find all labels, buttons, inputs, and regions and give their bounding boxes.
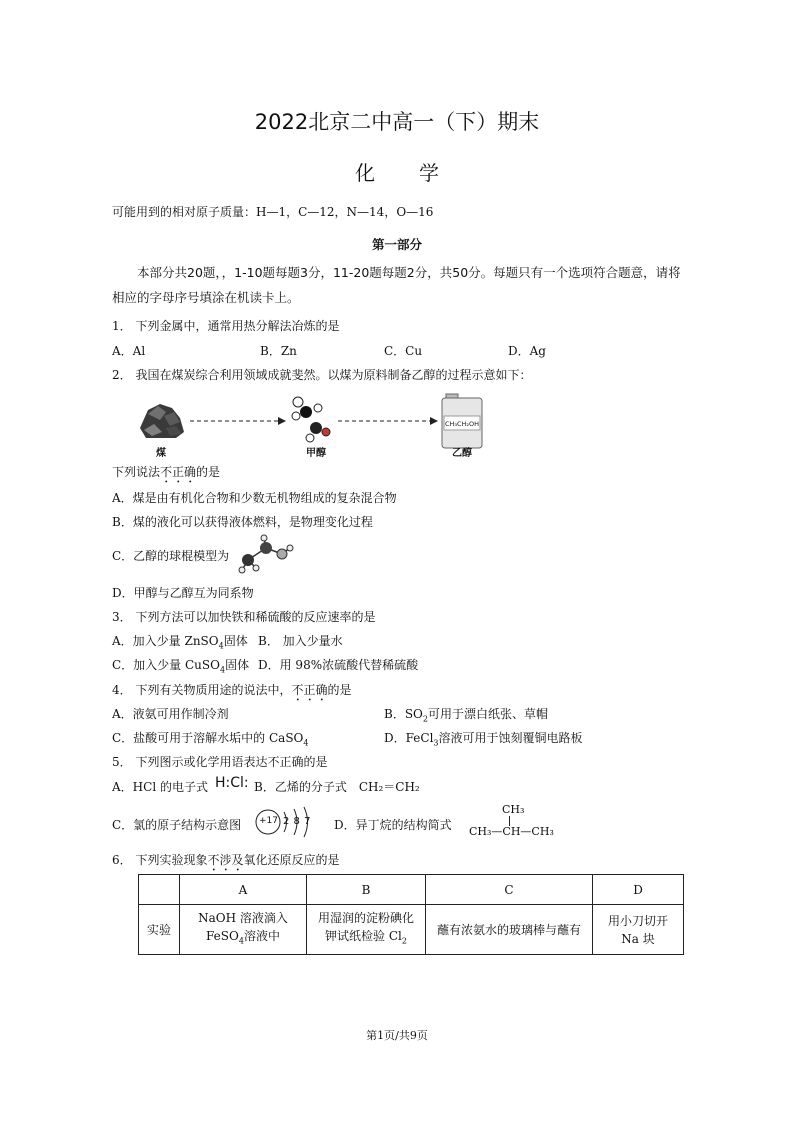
- coal-label: 煤: [156, 448, 166, 459]
- table-header-cell: [139, 875, 180, 905]
- q5-option-d: D．异丁烷的结构简式: [334, 818, 452, 832]
- section-title: 第一部分: [371, 237, 422, 252]
- q2-stem: 2． 我国在煤炭综合利用领域成就斐然。以煤为原料制备乙醇的过程示意如下：: [112, 368, 532, 382]
- q2-option-b: B．煤的液化可以获得液体燃料，是物理变化过程: [112, 515, 373, 529]
- nucleus-charge: +17: [259, 816, 278, 826]
- exam-title: 2022北京二中高一（下）期末: [254, 110, 540, 134]
- table-row-label: 实验: [139, 905, 180, 955]
- table-cell-d: 用小刀切开 Na 块: [593, 905, 684, 955]
- table-cell-b: 用湿润的淀粉碘化 钾试纸检验 $Cl_2$: [307, 905, 426, 955]
- table-row: [139, 905, 684, 955]
- q6-experiment-table: [138, 874, 684, 955]
- q1-option-b: B．Zn: [260, 344, 297, 358]
- q2-option-a: A．煤是由有机化合物和少数无机物组成的复杂混合物: [112, 491, 397, 505]
- methanol-label: 甲醇: [306, 448, 326, 459]
- q2-option-c: C．乙醇的球棍模型为: [112, 549, 230, 563]
- table-header-cell: B: [307, 875, 426, 905]
- coal-pile-icon: [140, 404, 184, 438]
- q3-option-c: C．加入少量 CuSO$_4$固体: [112, 658, 250, 675]
- q4-option-c: C．盐酸可用于溶解水垢中的 CaSO$_4$: [112, 731, 309, 748]
- q4-option-a: A．液氨可用作制冷剂: [112, 707, 229, 721]
- table-header-cell: D: [593, 875, 684, 905]
- methanol-model-icon: [292, 397, 330, 442]
- q2-option-d: D．甲醇与乙醇互为同系物: [112, 586, 254, 600]
- q4-option-b: B．$SO_2$可用于漂白纸张、草帽: [384, 707, 548, 724]
- table-cell-c: 蘸有浓氨水的玻璃棒与蘸有: [426, 905, 593, 955]
- q3-option-b: B． 加入少量水: [258, 634, 343, 648]
- q5-stem: 5． 下列图示或化学用语表达不正确的是: [112, 755, 328, 769]
- q3-stem: 3． 下列方法可以加快铁和稀硫酸的反应速率的是: [112, 610, 376, 624]
- table-header-row: [139, 875, 684, 905]
- q3-option-a: A．加入少量 ZnSO$_4$固体: [112, 634, 248, 651]
- q4-stem: 4． 下列有关物质用途的说法中，不正确的是: [112, 683, 352, 697]
- q6-stem: 6． 下列实验现象不涉及氧化还原反应的是: [112, 853, 340, 867]
- q1-option-c: C．Cu: [384, 344, 423, 358]
- q5-option-b: B．乙烯的分子式 CH₂＝CH₂: [254, 780, 420, 794]
- isobutane-chain: CH₃—CH—CH₃: [469, 825, 554, 838]
- isobutane-top-methyl: CH₃: [502, 803, 525, 816]
- electron-shells: 2 8 7: [283, 816, 311, 827]
- bottle-label: CH₃CH₂OH: [444, 420, 480, 428]
- q1-stem: 1． 下列金属中，通常用热分解法冶炼的是: [112, 319, 340, 333]
- table-cell-a: NaOH 溶液滴入 FeSO$_4$溶液中: [180, 905, 307, 955]
- page-footer: 第1页/共9页: [366, 1029, 428, 1042]
- q1-option-a: A．Al: [112, 344, 146, 358]
- q2-prompt: 下列说法不正确的是: [112, 465, 221, 479]
- ethanol-label: 乙醇: [452, 448, 472, 459]
- q3-option-d: D．用 98%浓硫酸代替稀硫酸: [258, 658, 419, 672]
- hcl-electron-formula: H:Cl:: [215, 775, 249, 791]
- table-header-cell: C: [426, 875, 593, 905]
- table-header-cell: A: [180, 875, 307, 905]
- q4-option-d: D．FeCl$_3$溶液可用于蚀刻覆铜电路板: [384, 731, 583, 748]
- q5-option-c: C．氯的原子结构示意图: [112, 818, 242, 832]
- subject-title: 化学: [355, 161, 483, 185]
- section-intro: 本部分共20题，，1-10题每题3分，11-20题每题2分，共50分。每题只有一个选项符合题意，请将相应的字母序号填涂在机读卡上。: [112, 265, 681, 305]
- atomic-masses: 可能用到的相对原子质量：H—1，C—12，N—14，O—16: [112, 205, 434, 219]
- q5-option-a: A．HCl 的电子式: [112, 780, 208, 794]
- q1-option-d: D．Ag: [508, 344, 546, 358]
- ethanol-ball-stick-model-icon: [234, 534, 298, 576]
